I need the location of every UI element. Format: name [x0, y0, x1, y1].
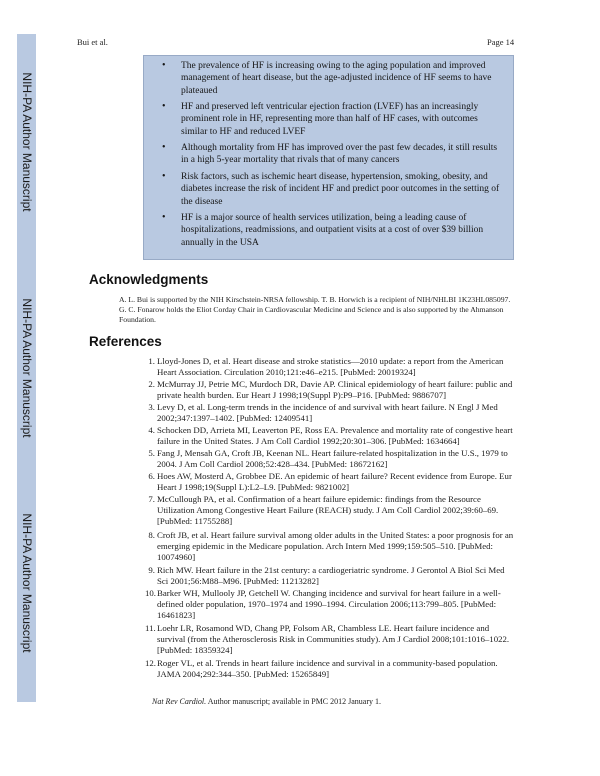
key-points-box: [143, 55, 514, 260]
reference-number: 9.: [148, 565, 155, 575]
running-header-authors: Bui et al.: [77, 37, 108, 47]
reference-text: Rich MW. Heart failure in the 21st century: a cardiogeriatric syndrome. J Gerontol A Biol Sci Med Sci 2001;56:M88–M96. [PubMed: 11213282]: [157, 565, 505, 587]
reference-text: Barker WH, Mullooly JP, Getchell W. Changing incidence and survival for heart failure in a well-defined older population, 1970–1974 and 1990–1994. Circulation 2006;113:799–805. [PubMed: 16461823]: [157, 588, 501, 621]
key-point: • Risk factors, such as ischemic heart disease, hypertension, smoking, obesity, and diabetes increase the risk of incident HF and predict poor outcomes in the setting of the disease: [144, 171, 515, 208]
reference-text: Loehr LR, Rosamond WD, Chang PP, Folsom AR, Chambless LE. Heart failure incidence and survival (from the Atherosclerosis Risk in Communities study). Am J Cardiol 2008;101:1016–1022. [PubMed: 18359324]: [157, 623, 510, 656]
reference-text: Roger VL, et al. Trends in heart failure incidence and survival in a community-based population. JAMA 2004;292:344–350. [PubMed: 15265849]: [157, 658, 498, 680]
reference-number: 12.: [145, 658, 156, 668]
reference-number: 11.: [145, 623, 156, 633]
reference-number: 6.: [148, 471, 155, 481]
reference-number: 4.: [148, 425, 155, 435]
reference-number: 7.: [148, 494, 155, 504]
reference-number: 1.: [148, 356, 155, 366]
acknowledgments-heading: Acknowledgments: [89, 272, 209, 287]
reference-text: McMurray JJ, Petrie MC, Murdoch DR, Davie AP. Clinical epidemiology of heart failure: public and private health burden. Eur Heart J 1998;19(Suppl P):P9–P16. [PubMed: 9886707]: [157, 379, 513, 401]
reference-number: 5.: [148, 448, 155, 458]
reference-text: Lloyd-Jones D, et al. Heart disease and stroke statistics—2010 update: a report from the American Heart Association. Circulation 2010;121:e46–e215. [PubMed: 20019324]: [157, 356, 504, 378]
journal-name: Nat Rev Cardiol.: [152, 697, 207, 706]
reference-text: McCullough PA, et al. Confirmation of a heart failure epidemic: findings from the Resource Utilization Among Congestive Heart Failure (REACH) study. J Am Coll Cardiol 2002;39:60–69. [PubMed: 11755288]: [157, 494, 499, 527]
key-point: • HF and preserved left ventricular ejection fraction (LVEF) has an increasingly prominent role in HF, representing more than half of HF cases, with outcomes similar to HF and reduced LVEF: [144, 101, 515, 138]
acknowledgments-text: A. L. Bui is supported by the NIH Kirschstein-NRSA fellowship. T. B. Horwich is a recipient of NIH/NHLBI 1K23HL085097. G. C. Fonarow holds the Eliot Corday Chair in Cardiovascular Medicine and Science and is also supported by the Ahmanson Foundation.: [119, 295, 511, 324]
key-point: • The prevalence of HF is increasing owing to the aging population and improved management of heart disease, but the age-adjusted incidence of HF seems to have plateaued: [144, 60, 515, 97]
reference-text: Schocken DD, Arrieta MI, Leaverton PE, Ross EA. Prevalence and mortality rate of congestive heart failure in the United States. J Am Coll Cardiol 1992;20:301–306. [PubMed: 1634664]: [157, 425, 513, 447]
reference-number: 2.: [148, 379, 155, 389]
reference-text: Fang J, Mensah GA, Croft JB, Keenan NL. Heart failure-related hospitalization in the U.S., 1979 to 2004. J Am Coll Cardiol 2008;52:428–434. [PubMed: 18672162]: [157, 448, 508, 470]
reference-number: 3.: [148, 402, 155, 412]
sidebar-label: NIH-PA Author Manuscript: [20, 72, 34, 212]
availability-note: Author manuscript; available in PMC 2012 January 1.: [206, 697, 382, 706]
reference-text: Hoes AW, Mosterd A, Grobbee DE. An epidemic of heart failure? Recent evidence from Europe. Eur Heart J 1998;19(Suppl L):L2–L9. [PubMed: 9821002]: [157, 471, 512, 493]
sidebar-label: NIH-PA Author Manuscript: [20, 298, 34, 438]
key-point: • Although mortality from HF has improved over the past few decades, it still results in a high 5-year mortality that rivals that of many cancers: [144, 142, 515, 167]
reference-text: Levy D, et al. Long-term trends in the incidence of and survival with heart failure. N Engl J Med 2002;347:1397–1402. [PubMed: 12409541]: [157, 402, 498, 424]
key-point: • HF is a major source of health services utilization, being a leading cause of hospitalizations, readmissions, and outpatient visits at a cost of over $39 billion annually in the USA: [144, 212, 515, 249]
references-heading: References: [89, 334, 162, 349]
reference-number: 8.: [148, 530, 155, 540]
page-number: Page 14: [487, 37, 515, 47]
page-footer: [152, 697, 381, 706]
reference-text: Croft JB, et al. Heart failure survival among older adults in the United States: a poor prognosis for an emerging epidemic in the Medicare population. Arch Intern Med 1999;159:505–510. [PubMed: 10074960]: [157, 530, 514, 563]
reference-number: 10.: [145, 588, 156, 598]
sidebar-label: NIH-PA Author Manuscript: [20, 513, 34, 653]
